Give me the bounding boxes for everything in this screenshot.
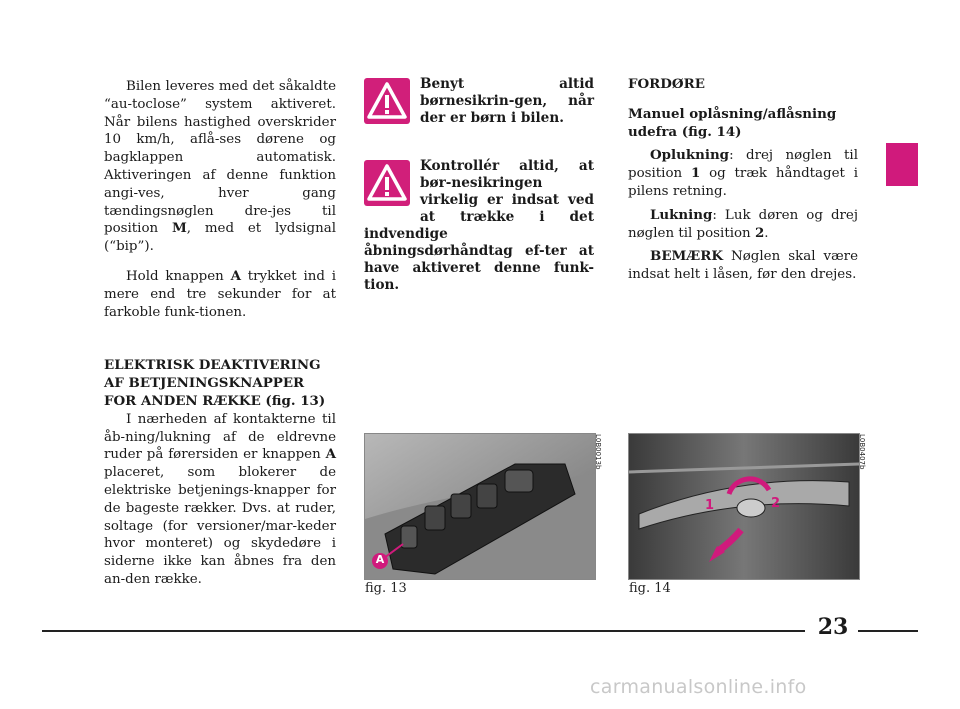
page-number: 23 <box>817 614 849 640</box>
paragraph-lukning: Lukning: Luk døren og drej nøglen til position 2. <box>628 206 858 241</box>
footer-rule-right <box>858 630 918 632</box>
footer-rule-left <box>42 630 805 632</box>
heading-manual: Manuel oplåsning/aflåsning udefra (fig. 14) <box>628 105 837 140</box>
paragraph-button-a: I nærheden af kontakterne til åb-ning/lukning af de eldrevne ruder på førersiden er knappen A placeret, som blokerer de elektriske betjenings-knapper for de bageste rækker. Dvs. at ruder, soltage (for versioner/mar-keder hvor monteret) og skydedøre i siderne ikke kan åbnes fra den an-den række. <box>104 411 336 587</box>
figure-14-code: L0B0407b <box>858 434 866 470</box>
callout-label-a: A <box>375 553 385 566</box>
column-right <box>628 76 858 284</box>
warning-block-1: Benyt altid børnesikrin-gen, når der er børn i bilen. <box>364 76 594 128</box>
section-heading-electric: ELEKTRISK DEAKTIVERING AF BETJENINGSKNAPPER FOR ANDEN RÆKKE (fig. 13) <box>104 357 326 409</box>
figure-13-caption: fig. 13 <box>365 581 407 596</box>
figure-13-code: L0B0013b <box>594 434 602 470</box>
warning-block-2: Kontrollér altid, at bør-nesikringen virkelig er indsat ved at trække i det indvendige åbningsdørhåndtag ef-ter at have aktiveret denne funk-tion. <box>364 158 594 293</box>
callout-label-1: 1 <box>705 498 715 513</box>
paragraph-oplukning: Oplukning: drej nøglen til position 1 og træk håndtaget i pilens retning. <box>628 147 858 199</box>
paragraph-autoclose: Bilen leveres med det såkaldte “au-toclose” system aktiveret. Når bilens hastighed overskrider 10 km/h, aflå-ses dørene og bagklappen automatisk. Aktiveringen af denne funktion angi-ves, hver gang tændingsnøglen dre-jes til position M, med et lydsignal (“bip”). <box>104 79 336 255</box>
paragraph-disable: Hold knappen A trykket ind i mere end tre sekunder for at farkoble funk-tionen. <box>104 267 336 320</box>
watermark-text: carmanualsonline.info <box>590 676 807 698</box>
warning-icon <box>364 160 410 206</box>
figure-14-caption: fig. 14 <box>629 581 671 596</box>
heading-fordore: FORDØRE <box>628 76 705 92</box>
figure-13-image <box>364 433 596 580</box>
callout-label-2: 2 <box>771 496 781 511</box>
figure-14-image <box>628 433 860 580</box>
warning-icon <box>364 78 410 124</box>
column-middle <box>364 76 594 294</box>
section-tab-marker <box>886 143 918 186</box>
column-left <box>104 78 336 589</box>
paragraph-note: BEMÆRK Nøglen skal være indsat helt i låsen, før den drejes. <box>628 248 858 283</box>
